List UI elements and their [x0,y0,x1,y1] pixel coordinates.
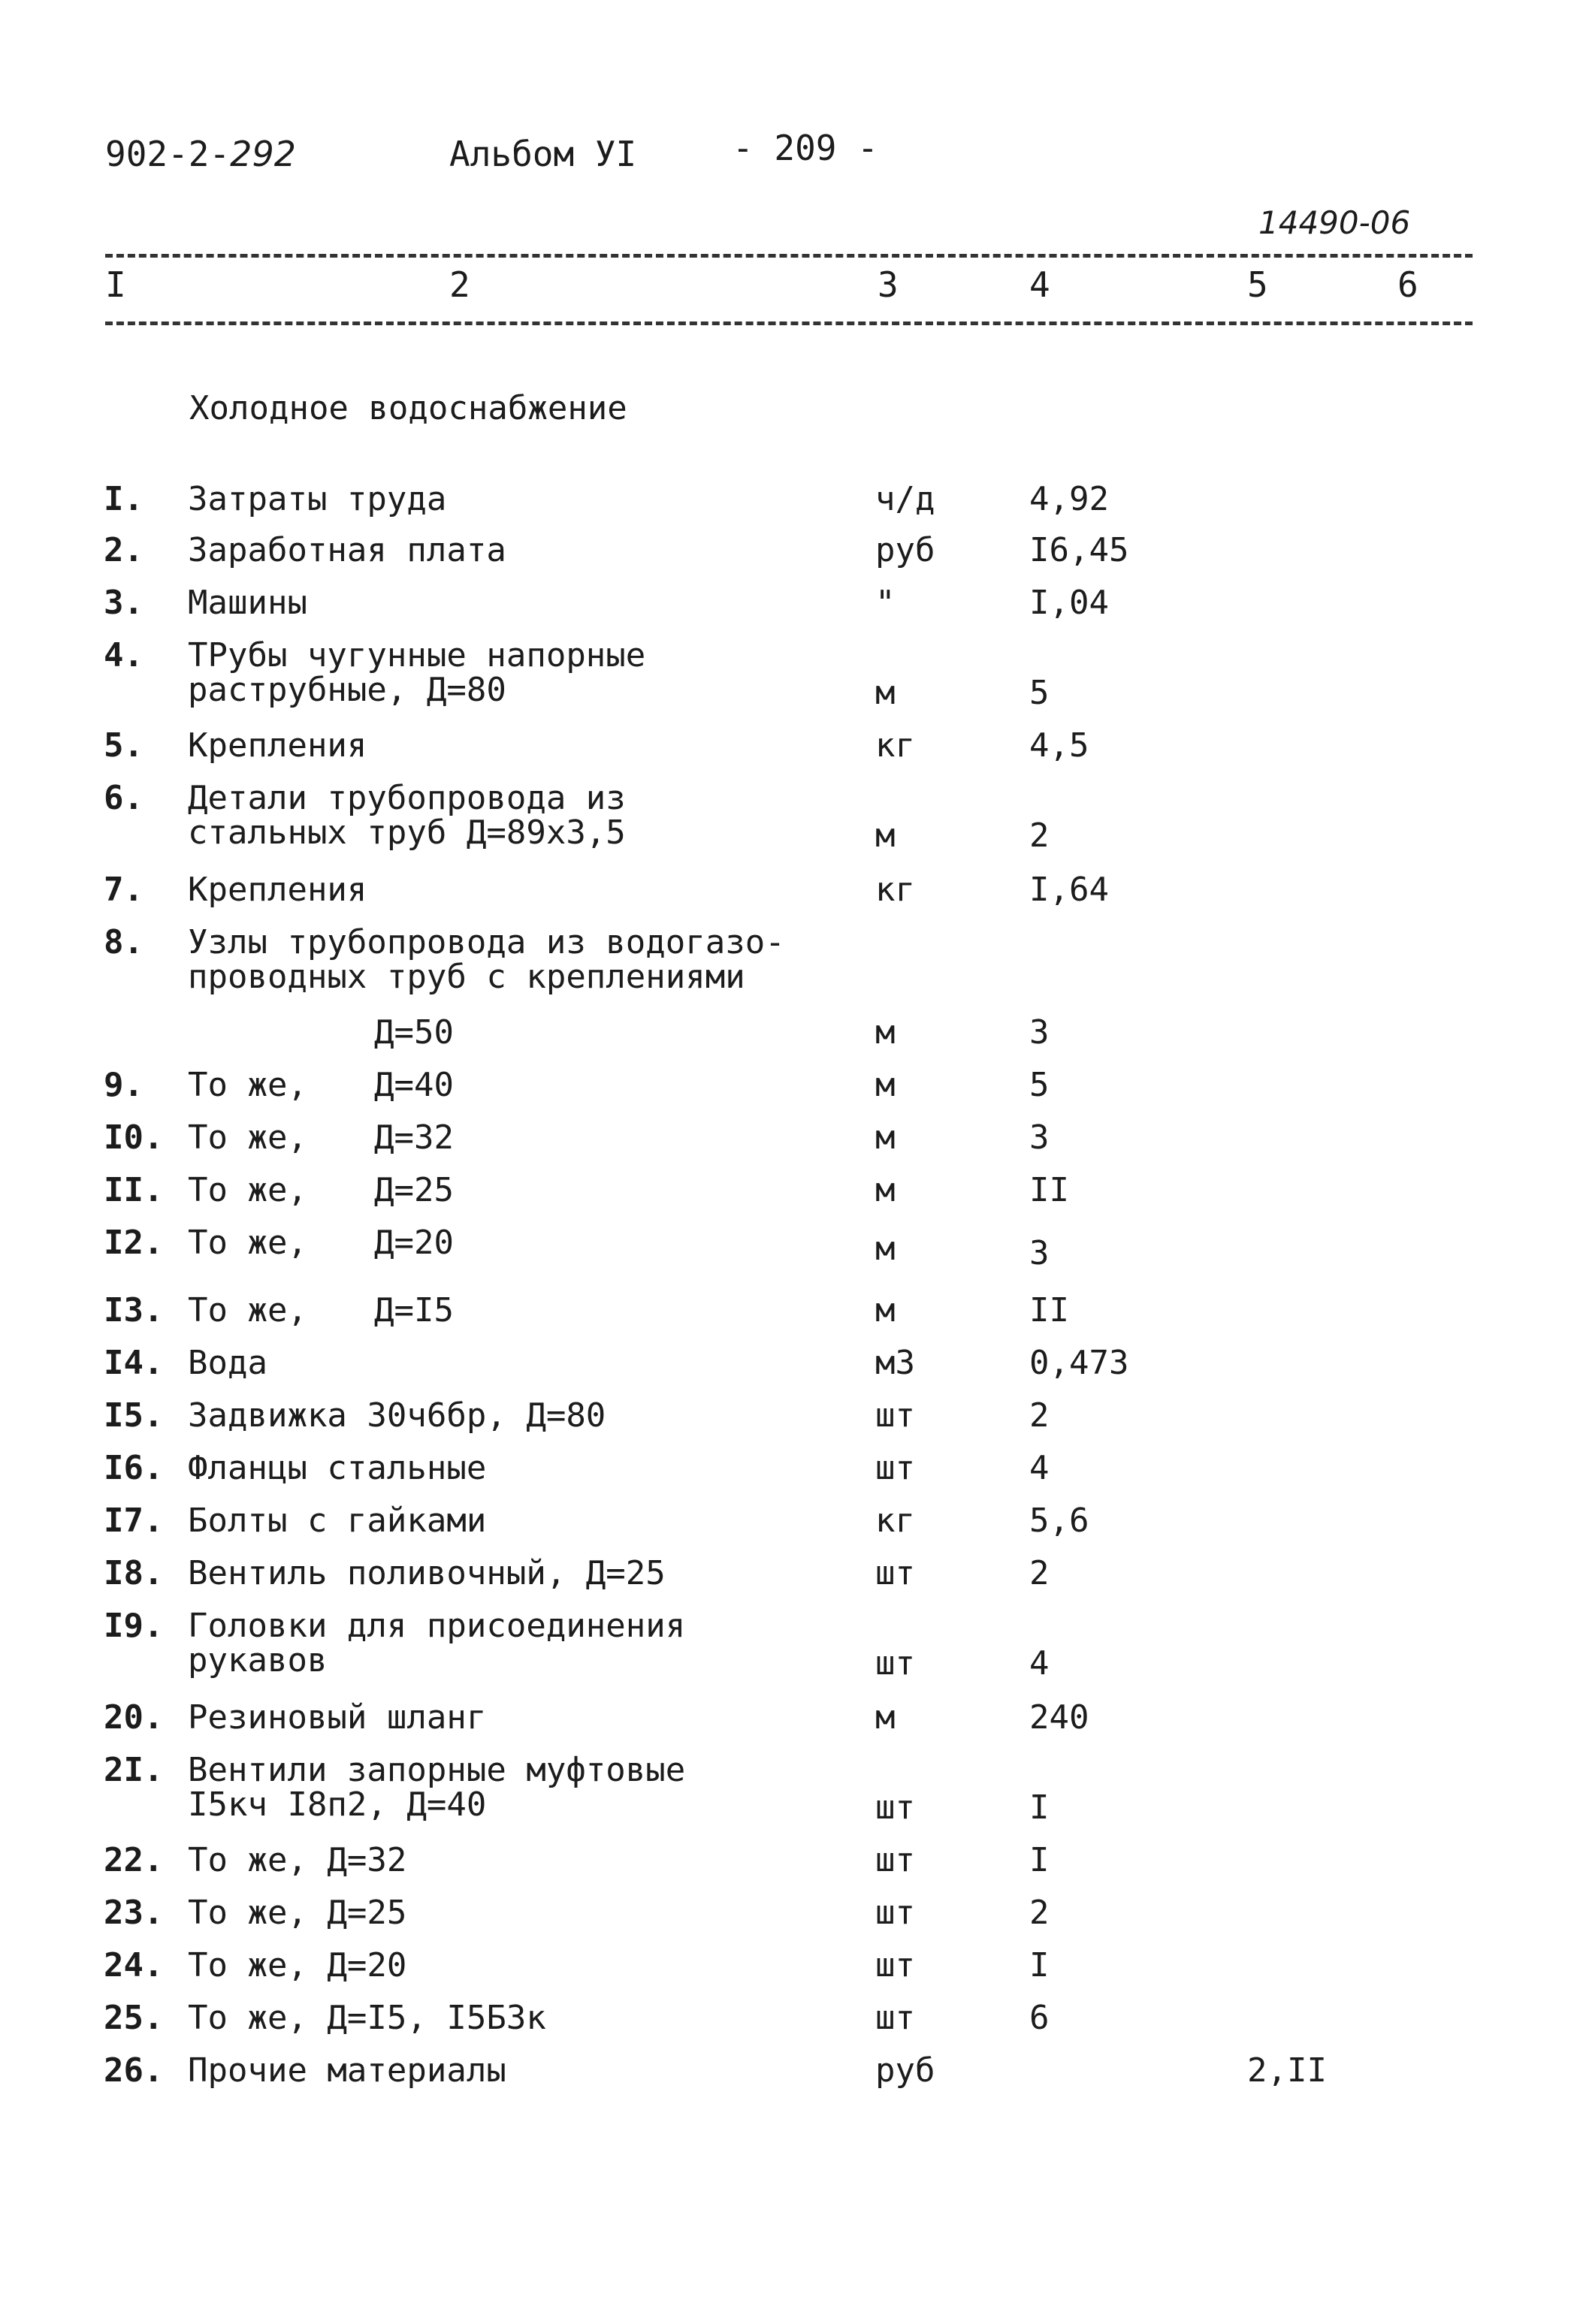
item-unit: " [875,584,896,622]
item-diameter: Д=25 [374,1171,454,1209]
row-number: I3. [104,1291,164,1330]
item-unit: шт [875,1449,915,1487]
item-name: То же, Д=I5, I5Б3к [188,1999,546,2037]
row-number: I4. [104,1344,164,1382]
row-number: 3. [104,584,143,622]
row-number: 26. [104,2051,164,2090]
item-name: Узлы трубопровода из водогазо- [188,923,785,961]
item-name-continued: I5кч I8п2, Д=40 [188,1785,487,1824]
item-unit: шт [875,1894,915,1932]
row-number: 7. [104,871,143,909]
item-diameter: Д=20 [374,1224,454,1262]
item-unit: руб [875,531,935,569]
item-quantity: II [1029,1171,1069,1209]
item-quantity: I6,45 [1029,531,1129,569]
item-quantity: 6 [1029,1999,1050,2037]
item-name: Резиновый шланг [188,1698,487,1737]
album-label: Альбом УI [449,134,637,174]
item-name: То же, Д=20 [188,1946,407,1984]
item-quantity: 0,473 [1029,1344,1129,1382]
item-name: Задвижка 30ч6бр, Д=80 [188,1396,606,1435]
row-number: 6. [104,779,143,817]
item-unit: руб [875,2051,935,2090]
item-unit: шт [875,1788,915,1827]
row-number: I5. [104,1396,164,1435]
item-name: То же, [188,1118,307,1157]
item-name: Фланцы стальные [188,1449,487,1487]
item-quantity: 4 [1029,1449,1050,1487]
item-unit: м [875,674,896,712]
item-name-continued: рукавов [188,1641,328,1680]
row-number: I0. [104,1118,164,1157]
item-name: Крепления [188,871,367,909]
row-number: 23. [104,1894,164,1932]
item-quantity: 2 [1029,1894,1050,1932]
document-code-handwritten: 292 [230,134,296,174]
row-number: 8. [104,923,143,961]
document-code-printed: 902-2- [105,134,231,174]
column-3-header: 3 [878,264,899,305]
item-name: Затраты труда [188,480,447,518]
item-name: То же, [188,1066,307,1104]
item-name: То же, [188,1224,307,1262]
row-number: I7. [104,1502,164,1540]
item-name: Детали трубопровода из [188,779,626,817]
item-unit: шт [875,1644,915,1683]
column-1-header: I [105,264,126,305]
item-unit: м [875,1291,896,1330]
row-number: I2. [104,1224,164,1262]
item-quantity: 2 [1029,1554,1050,1592]
item-name: Машины [188,584,307,622]
item-unit: кг [875,871,915,909]
row-number: 4. [104,636,143,675]
item-unit: м [875,1118,896,1157]
column-4-header: 4 [1029,264,1050,305]
item-name-continued: стальных труб Д=89х3,5 [188,813,626,852]
row-number: 24. [104,1946,164,1984]
row-number: I. [104,480,143,518]
item-unit: м [875,1171,896,1209]
item-quantity: I,64 [1029,871,1109,909]
header-divider-bottom [105,321,1473,325]
row-number: 9. [104,1066,143,1104]
item-unit: шт [875,1841,915,1879]
item-unit: ч/д [875,480,935,518]
item-name: Головки для присоединения [188,1607,686,1645]
item-name: То же, [188,1171,307,1209]
item-quantity: 2 [1029,1396,1050,1435]
item-name: Вода [188,1344,267,1382]
item-name: ТРубы чугунные напорные [188,636,646,675]
item-cost: 2,II [1247,2051,1327,2090]
column-6-header: 6 [1397,264,1418,305]
item-unit: шт [875,1946,915,1984]
row-number: I6. [104,1449,164,1487]
item-quantity: I [1029,1788,1050,1827]
item-quantity: 4 [1029,1644,1050,1683]
row-number: I9. [104,1607,164,1645]
item-unit: м [875,1698,896,1737]
item-unit: м [875,1066,896,1104]
item-unit: кг [875,1502,915,1540]
row-number: 22. [104,1841,164,1879]
section-title: Холодное водоснабжение [189,389,627,427]
item-unit: м [875,1013,896,1052]
row-number: 2I. [104,1751,164,1789]
item-unit: м [875,816,896,855]
row-number: 2. [104,531,143,569]
item-quantity: 3 [1029,1013,1050,1052]
item-unit: м [875,1230,896,1268]
item-diameter: Д=50 [374,1013,454,1052]
handwritten-reference: 14490-06 [1258,204,1411,241]
item-name: Вентиль поливочный, Д=25 [188,1554,666,1592]
item-quantity: 5,6 [1029,1502,1089,1540]
item-quantity: 4,92 [1029,480,1109,518]
item-quantity: 5 [1029,674,1050,712]
row-number: I8. [104,1554,164,1592]
item-name: Вентили запорные муфтовые [188,1751,686,1789]
header-divider-top [105,254,1473,258]
item-quantity: 2 [1029,816,1050,855]
item-quantity: 3 [1029,1118,1050,1157]
document-code [105,134,296,174]
item-quantity: 240 [1029,1698,1089,1737]
item-quantity: 3 [1029,1234,1050,1272]
item-diameter: Д=I5 [374,1291,454,1330]
item-unit: кг [875,726,915,765]
item-name: То же, [188,1291,307,1330]
row-number: II. [104,1171,164,1209]
item-name: Болты с гайками [188,1502,487,1540]
item-name-continued: раструбные, Д=80 [188,671,506,709]
item-name-continued: проводных труб с креплениями [188,958,745,996]
item-name: То же, Д=25 [188,1894,407,1932]
item-diameter: Д=32 [374,1118,454,1157]
item-quantity: I [1029,1841,1050,1879]
item-name: Заработная плата [188,531,506,569]
item-name: То же, Д=32 [188,1841,407,1879]
item-unit: шт [875,1396,915,1435]
item-quantity: I,04 [1029,584,1109,622]
item-quantity: 4,5 [1029,726,1089,765]
column-2-header: 2 [449,264,470,305]
item-name: Крепления [188,726,367,765]
item-unit: шт [875,1999,915,2037]
item-diameter: Д=40 [374,1066,454,1104]
item-quantity: 5 [1029,1066,1050,1104]
item-quantity: II [1029,1291,1069,1330]
item-unit: м3 [875,1344,915,1382]
item-unit: шт [875,1554,915,1592]
row-number: 20. [104,1698,164,1737]
item-name: Прочие материалы [188,2051,506,2090]
row-number: 5. [104,726,143,765]
row-number: 25. [104,1999,164,2037]
item-quantity: I [1029,1946,1050,1984]
page-number: - 209 - [733,128,878,168]
column-5-header: 5 [1247,264,1268,305]
